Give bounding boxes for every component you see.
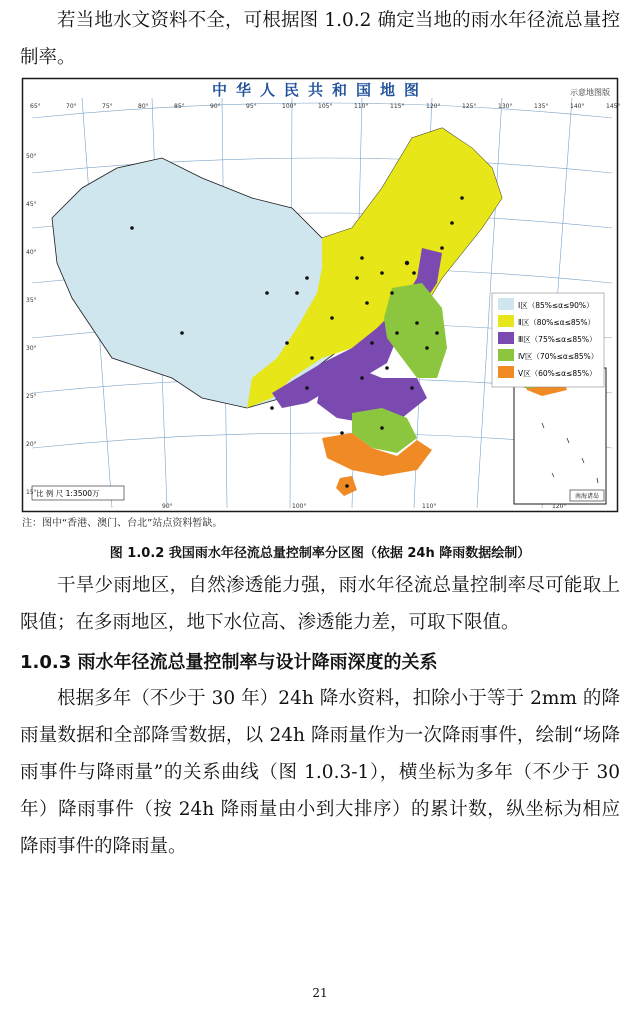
longitude-label: 110° [354, 103, 369, 110]
legend-swatch-zone-3 [498, 332, 514, 344]
latitude-label: 20° [26, 441, 37, 448]
longitude-label: 130° [498, 103, 513, 110]
figure-note: 注：图中“香港、澳门、台北”站点资料暂缺。 [22, 518, 223, 529]
longitude-label: 95° [246, 103, 257, 110]
longitude-label: 100° [282, 103, 297, 110]
longitude-label: 80° [138, 103, 149, 110]
south-china-sea-inset [514, 368, 606, 504]
longitude-label: 105° [318, 103, 333, 110]
longitude-label: 70° [66, 103, 77, 110]
legend-label-zone-3: Ⅲ区（75%≤α≤85%） [518, 335, 597, 344]
longitude-label: 125° [462, 103, 477, 110]
latitude-label: 40° [26, 249, 37, 256]
longitude-label: 90° [162, 503, 173, 510]
longitude-label: 115° [390, 103, 405, 110]
latitude-label: 30° [26, 345, 37, 352]
section-heading: 1.0.3 雨水年径流总量控制率与设计降雨深度的关系 [20, 652, 438, 673]
map-legend [492, 293, 604, 387]
section-body-paragraph: 根据多年（不少于 30 年）24h 降水资料，扣除小于等于 2mm 的降雨量数据和全部降雪数据，以 24h 降雨量作为一次降雨事件，绘制“场降雨事件与降雨量”的关系曲线（图 1.0.3-1），横坐标为多年（不少于 30 年）降雨事件（按 24h 降雨量由小到大排序）的累计数，纵坐标为相应降雨事件的降雨量。 [20, 688, 620, 857]
longitude-label: 120° [426, 103, 441, 110]
longitude-label: 110° [422, 503, 437, 510]
longitude-label: 85° [174, 103, 185, 110]
legend-label-zone-5: Ⅴ区（60%≤α≤85%） [518, 369, 597, 378]
intro-paragraph: 若当地水文资料不全，可根据图 1.0.2 确定当地的雨水年径流总量控制率。 [20, 10, 620, 68]
latitude-label: 15° [26, 489, 37, 496]
latitude-label: 35° [26, 297, 37, 304]
latitude-label: 25° [26, 393, 37, 400]
inset-label: 南海诸岛 [574, 493, 600, 500]
longitude-label: 75° [102, 103, 113, 110]
longitude-label: 90° [210, 103, 221, 110]
legend-label-zone-4: Ⅳ区（70%≤α≤85%） [518, 352, 599, 361]
legend-label-zone-2: Ⅱ区（80%≤α≤85%） [518, 318, 596, 327]
legend-label-zone-1: Ⅰ区（85%≤α≤90%） [518, 301, 594, 310]
scale-label: 比 例 尺 1:3500万 [36, 489, 100, 498]
latitude-label: 45° [26, 201, 37, 208]
legend-swatch-zone-1 [498, 298, 514, 310]
longitude-label: 145° [606, 103, 621, 110]
longitude-label: 100° [292, 503, 307, 510]
longitude-label: 135° [534, 103, 549, 110]
china-zoning-map [22, 78, 621, 512]
after-figure-paragraph: 干旱少雨地区，自然渗透能力强，雨水年径流总量控制率尽可能取上限值；在多雨地区，地下水位高、渗透能力差，可取下限值。 [20, 575, 620, 633]
longitude-label: 120° [552, 503, 567, 510]
map-title: 中华人民共和国地图 [211, 81, 429, 99]
map-type-label: 示意地图版 [570, 88, 610, 97]
latitude-label: 50° [26, 153, 37, 160]
legend-swatch-zone-5 [498, 366, 514, 378]
longitude-label: 140° [570, 103, 585, 110]
legend-swatch-zone-2 [498, 315, 514, 327]
legend-swatch-zone-4 [498, 349, 514, 361]
longitude-label: 65° [30, 103, 41, 110]
figure-caption: 图 1.0.2 我国雨水年径流总量控制率分区图（依据 24h 降雨数据绘制） [109, 546, 531, 561]
page-number: 21 [312, 986, 328, 1000]
